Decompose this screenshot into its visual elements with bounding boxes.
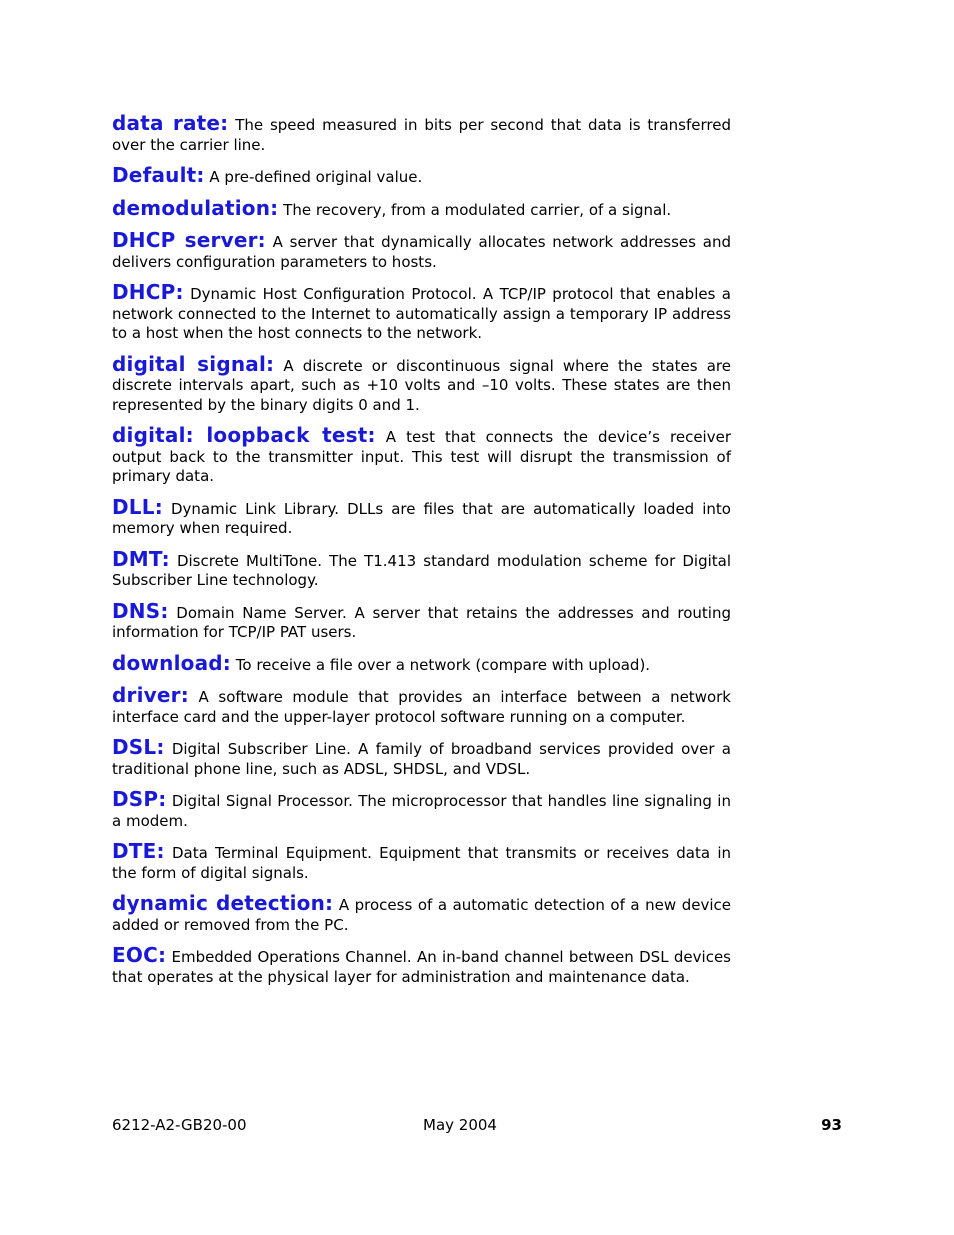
glossary-term: EOC: [112, 943, 167, 967]
glossary-entry-digital-signal [112, 351, 731, 416]
glossary-definition: A process of a automatic detection of a new device added or removed from the PC. [112, 896, 731, 934]
glossary-definition: A server that dynamically allocates network addresses and delivers configuration parameters to hosts. [112, 233, 731, 271]
glossary-term: DLL: [112, 494, 163, 519]
glossary-term: DTE: [112, 839, 165, 863]
glossary-definition: The recovery, from a modulated carrier, of a signal. [283, 200, 672, 219]
glossary-definition: Dynamic Link Library. DLLs are files that are automatically loaded into memory when required. [112, 499, 731, 537]
glossary-entry-download [112, 650, 731, 676]
glossary-term: DSP: [112, 787, 167, 811]
glossary-entry-dll [112, 494, 731, 539]
glossary-term: download: [112, 650, 231, 675]
glossary-term: DSL: [112, 735, 165, 759]
glossary-term: digital signal: [112, 351, 275, 376]
glossary-entry-dhcp [112, 280, 731, 344]
glossary-entry-dns [112, 598, 731, 643]
glossary-entry-dmt [112, 546, 731, 591]
glossary-definition: The speed measured in bits per second that data is transferred over the carrier line. [112, 116, 731, 154]
glossary-definition: Discrete MultiTone. The T1.413 standard modulation scheme for Digital Subscriber Line technology. [112, 551, 731, 589]
glossary-entry-dsp [112, 787, 731, 831]
footer-document-number: 6212-A2-GB20-00 [112, 1116, 247, 1134]
glossary-entry-dhcp-server [112, 228, 731, 272]
glossary-entry-dte [112, 839, 731, 883]
glossary-entry-digital-loopback-test [112, 423, 731, 487]
glossary-entry-default [112, 163, 731, 188]
glossary-term: data rate: [112, 111, 229, 135]
glossary-definition: Digital Signal Processor. The microprocessor that handles line signaling in a modem. [112, 792, 731, 830]
footer-date: May 2004 [423, 1116, 497, 1134]
glossary-entry-eoc [112, 943, 731, 987]
glossary-term: dynamic detection: [112, 891, 334, 915]
glossary-definition: Dynamic Host Configuration Protocol. A TCP/IP protocol that enables a network connected to the Internet to automatically assign a temporary IP address to a host when the host connects to the network. [112, 285, 731, 342]
glossary-definition: Digital Subscriber Line. A family of broadband services provided over a traditional phone line, such as ADSL, SHDSL, and VDSL. [112, 740, 731, 778]
glossary-term: driver: [112, 683, 189, 707]
glossary-definition: A pre-defined original value. [209, 168, 423, 186]
glossary-term: DMT: [112, 546, 170, 571]
glossary-entry-driver [112, 683, 731, 727]
glossary-term: digital: loopback test: [112, 423, 376, 447]
glossary-definition: Domain Name Server. A server that retains the addresses and routing information for TCP/IP PAT users. [112, 603, 731, 641]
glossary-term: DHCP server: [112, 228, 266, 252]
footer-page-number: 93 [821, 1116, 842, 1134]
glossary-entry-dynamic-detection [112, 891, 731, 935]
glossary-term: DHCP: [112, 280, 184, 304]
glossary-definition: Data Terminal Equipment. Equipment that transmits or receives data in the form of digital signals. [112, 844, 731, 882]
glossary-definition: To receive a file over a network (compare with upload). [235, 655, 651, 674]
glossary-entry-data-rate [112, 111, 731, 155]
glossary-list [112, 111, 731, 998]
glossary-term: Default: [112, 163, 205, 187]
glossary-term: demodulation: [112, 195, 279, 220]
page-footer [112, 1114, 842, 1136]
glossary-entry-demodulation [112, 195, 731, 221]
glossary-term: DNS: [112, 598, 169, 623]
glossary-definition: A test that connects the device’s receiver output back to the transmitter input. This test will disrupt the transmission of primary data. [112, 428, 731, 485]
glossary-definition: A software module that provides an interface between a network interface card and the upper-layer protocol software running on a computer. [112, 688, 731, 726]
glossary-definition: Embedded Operations Channel. An in-band channel between DSL devices that operates at the physical layer for administration and maintenance data. [112, 948, 731, 986]
glossary-entry-dsl [112, 735, 731, 779]
glossary-definition: A discrete or discontinuous signal where the states are discrete intervals apart, such as +10 volts and –10 volts. These states are then represented by the binary digits 0 and 1. [112, 356, 731, 414]
